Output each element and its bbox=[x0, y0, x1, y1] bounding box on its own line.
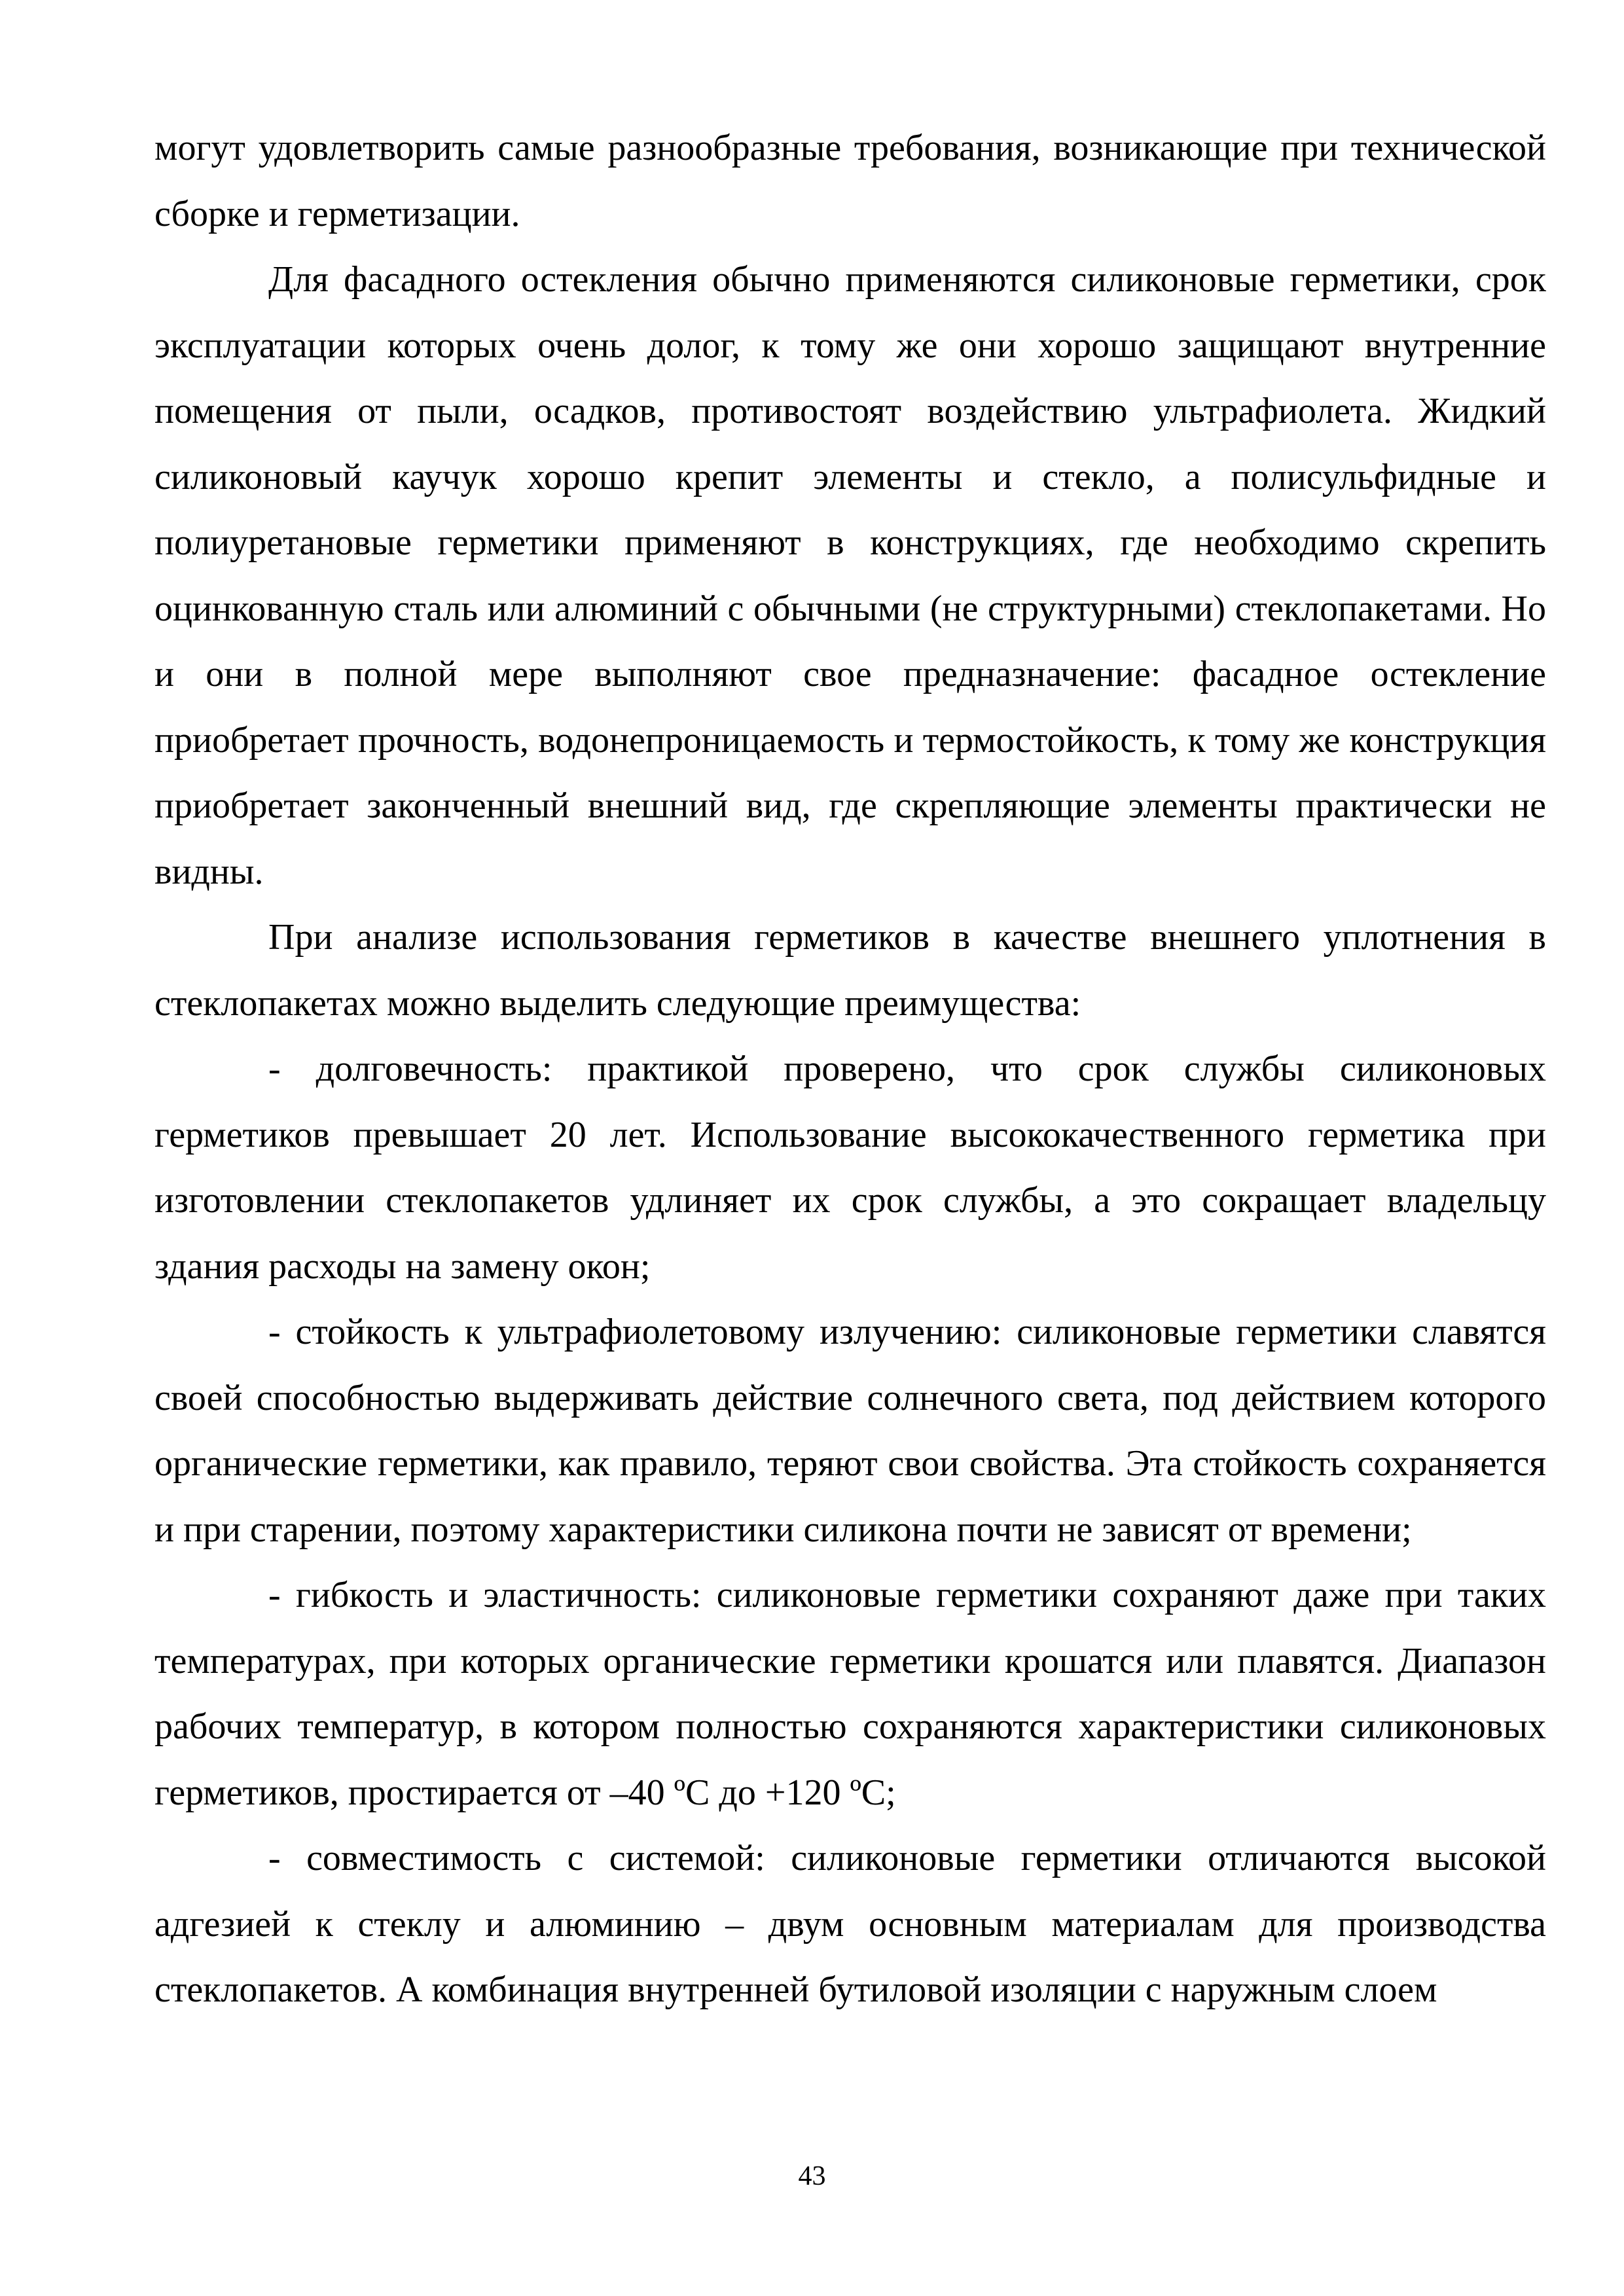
list-item-uv-resistance: - стойкость к ультрафиолетовому излучению: силиконовые герметики славятся своей способностью выдерживать действие солнечного света, под действием которого органические герметики, как правило, теряют свои свойства. Эта стойкость сохраняется и при старении, поэтому характеристики силикона почти не зависят от времени; bbox=[154, 1312, 1546, 1550]
list-item-durability: - долговечность: практикой проверено, что срок службы силиконовых герметиков превышает 20 лет. Использование высококачественного герметика при изготовлении стеклопакетов удлиняет их срок службы, а это сокращает владельцу здания расходы на замену окон; bbox=[154, 1049, 1546, 1287]
page-number: 43 bbox=[798, 2161, 826, 2191]
paragraph-advantages-intro: При анализе использования герметиков в качестве внешнего уплотнения в стеклопакетах можно выделить следующие преимущества: bbox=[154, 917, 1546, 1024]
list-item-compatibility: - совместимость с системой: силиконовые герметики отличаются высокой адгезией к стеклу и алюминию – двум основным материалам для производства стеклопакетов. А комбинация внутренней бутиловой изоляции с наружным слоем bbox=[154, 1838, 1546, 2010]
list-item-flexibility: - гибкость и эластичность: силиконовые герметики сохраняют даже при таких температурах, при которых органические герметики крошатся или плавятся. Диапазон рабочих температур, в котором полностью сохраняются характеристики силиконовых герметиков, простирается от –40 ºС до +120 ºС; bbox=[154, 1575, 1546, 1813]
body-text bbox=[154, 115, 1546, 2023]
paragraph-continuation: могут удовлетворить самые разнообразные требования, возникающие при технической сборке и герметизации. bbox=[154, 128, 1546, 234]
paragraph-facade-glazing: Для фасадного остекления обычно применяются силиконовые герметики, срок эксплуатации которых очень долог, к тому же они хорошо защищают внутренние помещения от пыли, осадков, противостоят воздействию ультрафиолета. Жидкий силиконовый каучук хорошо крепит элементы и стекло, а полисульфидные и полиуретановые герметики применяют в конструкциях, где необходимо скрепить оцинкованную сталь или алюминий с обычными (не структурными) стеклопакетами. Но и они в полной мере выполняют свое предназначение: фасадное остекление приобретает прочность, водонепроницаемость и термостойкость, к тому же конструкция приобретает законченный внешний вид, где скрепляющие элементы практически не видны. bbox=[154, 259, 1546, 892]
